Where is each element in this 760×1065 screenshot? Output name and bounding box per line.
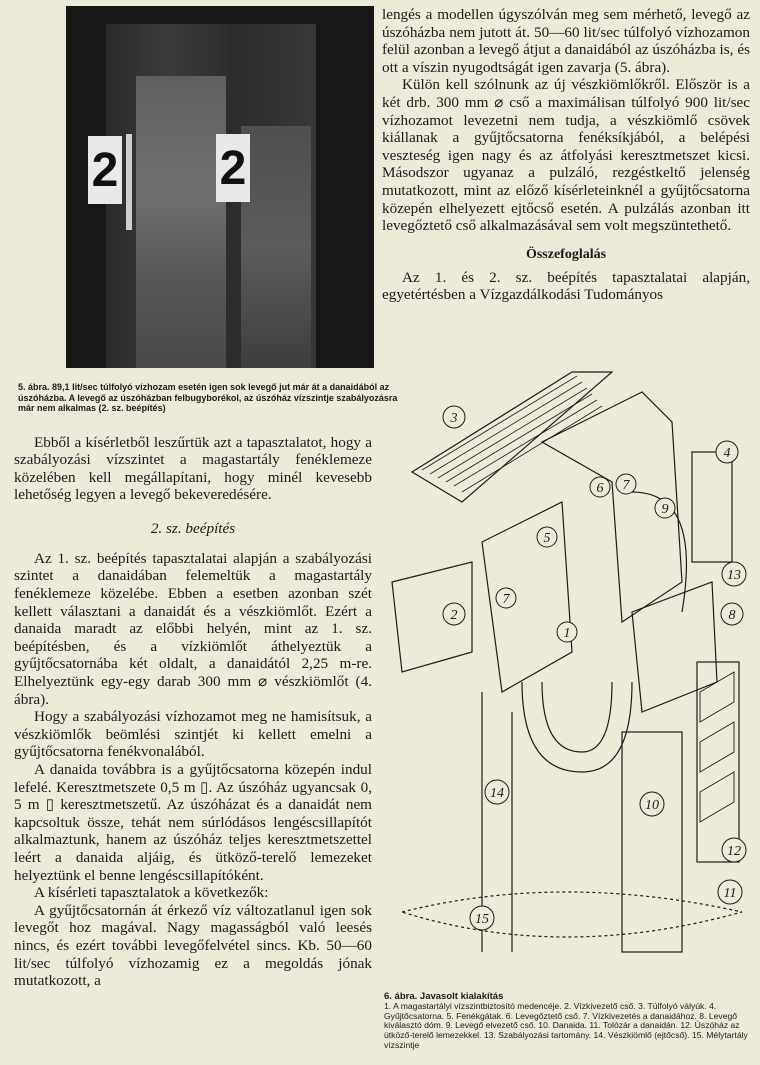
svg-text:15: 15 [475, 912, 489, 927]
photo-plate-left: 2 [88, 136, 122, 204]
figure-6-drawing [382, 352, 754, 986]
svg-text:13: 13 [727, 568, 741, 583]
svg-text:5: 5 [543, 531, 551, 546]
main-shaft [482, 502, 572, 692]
figure-5-caption [18, 382, 414, 414]
label-2 [443, 603, 465, 625]
figure-6-title: Javasolt kialakítás [419, 991, 504, 1002]
figure-6-label: 6. ábra. [384, 991, 418, 1002]
figure-5-label: 5. ábra. [18, 382, 50, 392]
left-column [14, 6, 398, 990]
paragraph-falsify-flow: Hogy a szabályozási vízhozamot meg ne hamisítsuk, a vészkiömlők beömlési szintjét ki kellett emelni a gyűjtőcsatorna fenékvonalából. [14, 708, 372, 761]
svg-text:7: 7 [622, 478, 630, 493]
label-13 [722, 562, 746, 586]
label-9 [655, 498, 675, 518]
figure-5-photo [66, 6, 374, 368]
figure-6-caption-text: 1. A magastartályi vízszintbiztosító medencéje. 2. Vízkivezető cső. 3. Túlfolyó vályúk. 4. Gyűjtőcsatorna. 5. Fenékgátak. 6. Levegőztető cső. 7. Vízkivezetés a danaidához. 8. Levegő kiválasztó dóm. 9. Levegő elvezető cső. 10. Danaida. 11. Tolózár a danaidán. 12. Úszóház az ütköző-terelő lemezekkel. 13. Szabályozási tartomány. 14. Vészkiömlő (ejtőcső). 15. Mélytartály vízszintje [384, 1000, 748, 1050]
regulation-box [692, 452, 732, 562]
label-11 [718, 880, 742, 904]
emergency-bend [522, 682, 632, 772]
label-15 [470, 906, 494, 930]
lower-water-level [402, 892, 742, 937]
label-4 [716, 441, 738, 463]
emergency-bend-inner [542, 682, 612, 752]
svg-text:14: 14 [490, 786, 504, 801]
trough-lines [422, 376, 602, 492]
paragraph-installation-2: Az 1. sz. beépítés tapasztalatai alapján a szabályozási szintet a danaidában felemeltük a magastartály fenéklemeze közelébe. Ebben a esetben azonban szét kellett választani a danaidát és a vészkiömlőt. Ezért a danaida maradt az előbbi helyén, mint az 1. sz. beépítésben, és a vízkiömlőt áthelyeztük a gyűjtőcsatornába két oldalt, a danaidától 2,25 m-re. Elhelyeztünk egy-egy darab 300 mm ⌀ vészkiömlőt (4. ábra). [14, 549, 372, 708]
photo-danaida [241, 126, 311, 368]
photo-pipe [126, 134, 132, 230]
svg-text:6: 6 [596, 481, 604, 496]
baffle-plates [700, 672, 734, 822]
svg-text:11: 11 [723, 886, 737, 901]
svg-text:9: 9 [661, 502, 669, 517]
svg-text:7: 7 [502, 592, 510, 607]
section-title-installation-2: 2. sz. beépítés [150, 519, 236, 537]
label-12 [722, 838, 746, 862]
paragraph-oscillation: lengés a modellen úgyszólván meg sem mérhető, levegő az úszóházba nem jutott át. 50—60 lit/sec túlfolyó vízhozamon felül azonban a levegő átjut a danaidából az úszóházba is, és ott a víszin nyugodtságát igen zavarja (5. ábra). [382, 6, 750, 76]
label-7b [496, 588, 516, 608]
svg-text:10: 10 [645, 798, 659, 813]
svg-text:12: 12 [727, 844, 741, 859]
svg-text:1: 1 [563, 626, 571, 641]
figure-5-caption-text: 89,1 lit/sec túlfolyó vízhozam esetén igen sok levegő jut már át a danaidából az úszóházba. A levegő az úszóházban felbugyborékol, az úszóház vízszintje szabályozásra már nem alkalmas (2. sz. beépítés) [18, 382, 398, 413]
label-5 [537, 527, 557, 547]
danaida-pipe [622, 732, 682, 952]
overflow-troughs [412, 372, 612, 502]
label-6 [590, 477, 610, 497]
label-14 [485, 780, 509, 804]
float-house [697, 662, 739, 862]
paragraph-conclusion-1: Ebből a kísérletből leszűrtük azt a tapasztalatot, hogy a szabályozási vízszintet a magastartály fenéklemeze közelében kell megállapítani, hogy minél kevesebb lehetőség legyen a levegő bekeveredésére. [14, 433, 372, 504]
figure-6-caption [384, 992, 754, 1051]
svg-text:4: 4 [723, 446, 731, 461]
label-10 [640, 792, 664, 816]
paragraph-emergency-outlets: Külön kell szólnunk az új vészkiömlőkről. Először is a két drb. 300 mm ⌀ cső a maximálisan túlfolyó 900 lit/sec vízhozamot levezetni nem tudja, a vészkiömlő csövek kiállanak a gyűjtőcsatorna fenéksíkjából, a belépési veszteség igen nagy és az átfolyási keresztmetszet kicsi. Másodszor ugyanaz a pulzáló, rezgéstkeltő jelenség mutatkozott, mint az előző kísérleteinknél a gyűjtőcsatorna közepén elhelyezett ejtőcső esetén. A pulzálás azonban itt levegőztető cső alkalmazásával sem volt megszüntethető. [382, 76, 750, 235]
label-3 [443, 406, 465, 428]
svg-text:8: 8 [728, 608, 736, 623]
section-title-summary: Összefoglalás [525, 246, 607, 262]
label-8 [721, 603, 743, 625]
photo-float-chamber [136, 76, 226, 368]
photo-plate-right: 2 [216, 134, 250, 202]
svg-text:3: 3 [450, 411, 458, 426]
paragraph-experiences: A gyűjtőcsatornán át érkező víz változatlanul igen sok levegőt hoz magával. Nagy magasságból való leesés nincs, és ezért további levegőfelvétel sincs. Kb. 50—60 lit/sec túlfolyó vízhozamig ez a megoldás jónak mutatkozott, a [14, 901, 372, 990]
paragraph-experiences-intro: A kísérleti tapasztalatok a következők: [34, 884, 269, 902]
air-dome [632, 582, 717, 712]
right-column [382, 6, 750, 304]
paragraph-summary: Az 1. és 2. sz. beépítés tapasztalatai alapján, egyetértésben a Vízgazdálkodási Tudományos [382, 268, 750, 304]
paragraph-danaida: A danaida továbbra is a gyűjtőcsatorna közepén indul lefelé. Keresztmetszete 0,5 m ▯. Az úszóház ugyancsak 0, 5 m ▯ keresztmetszetű. Az úszóházat és a danaidát nem kapcsoltuk össze, tehát nem súrlódásos lengéscsillapítót alkalmaztunk, hanem az úszóház teljes keresztmetszettel leért a danaida aljáig, és ütköző-terelő lemezeket helyeztünk el benne lengéscsillapítóként. [14, 761, 372, 884]
label-7a [616, 474, 636, 494]
svg-text:2: 2 [450, 608, 458, 623]
label-1 [557, 622, 577, 642]
